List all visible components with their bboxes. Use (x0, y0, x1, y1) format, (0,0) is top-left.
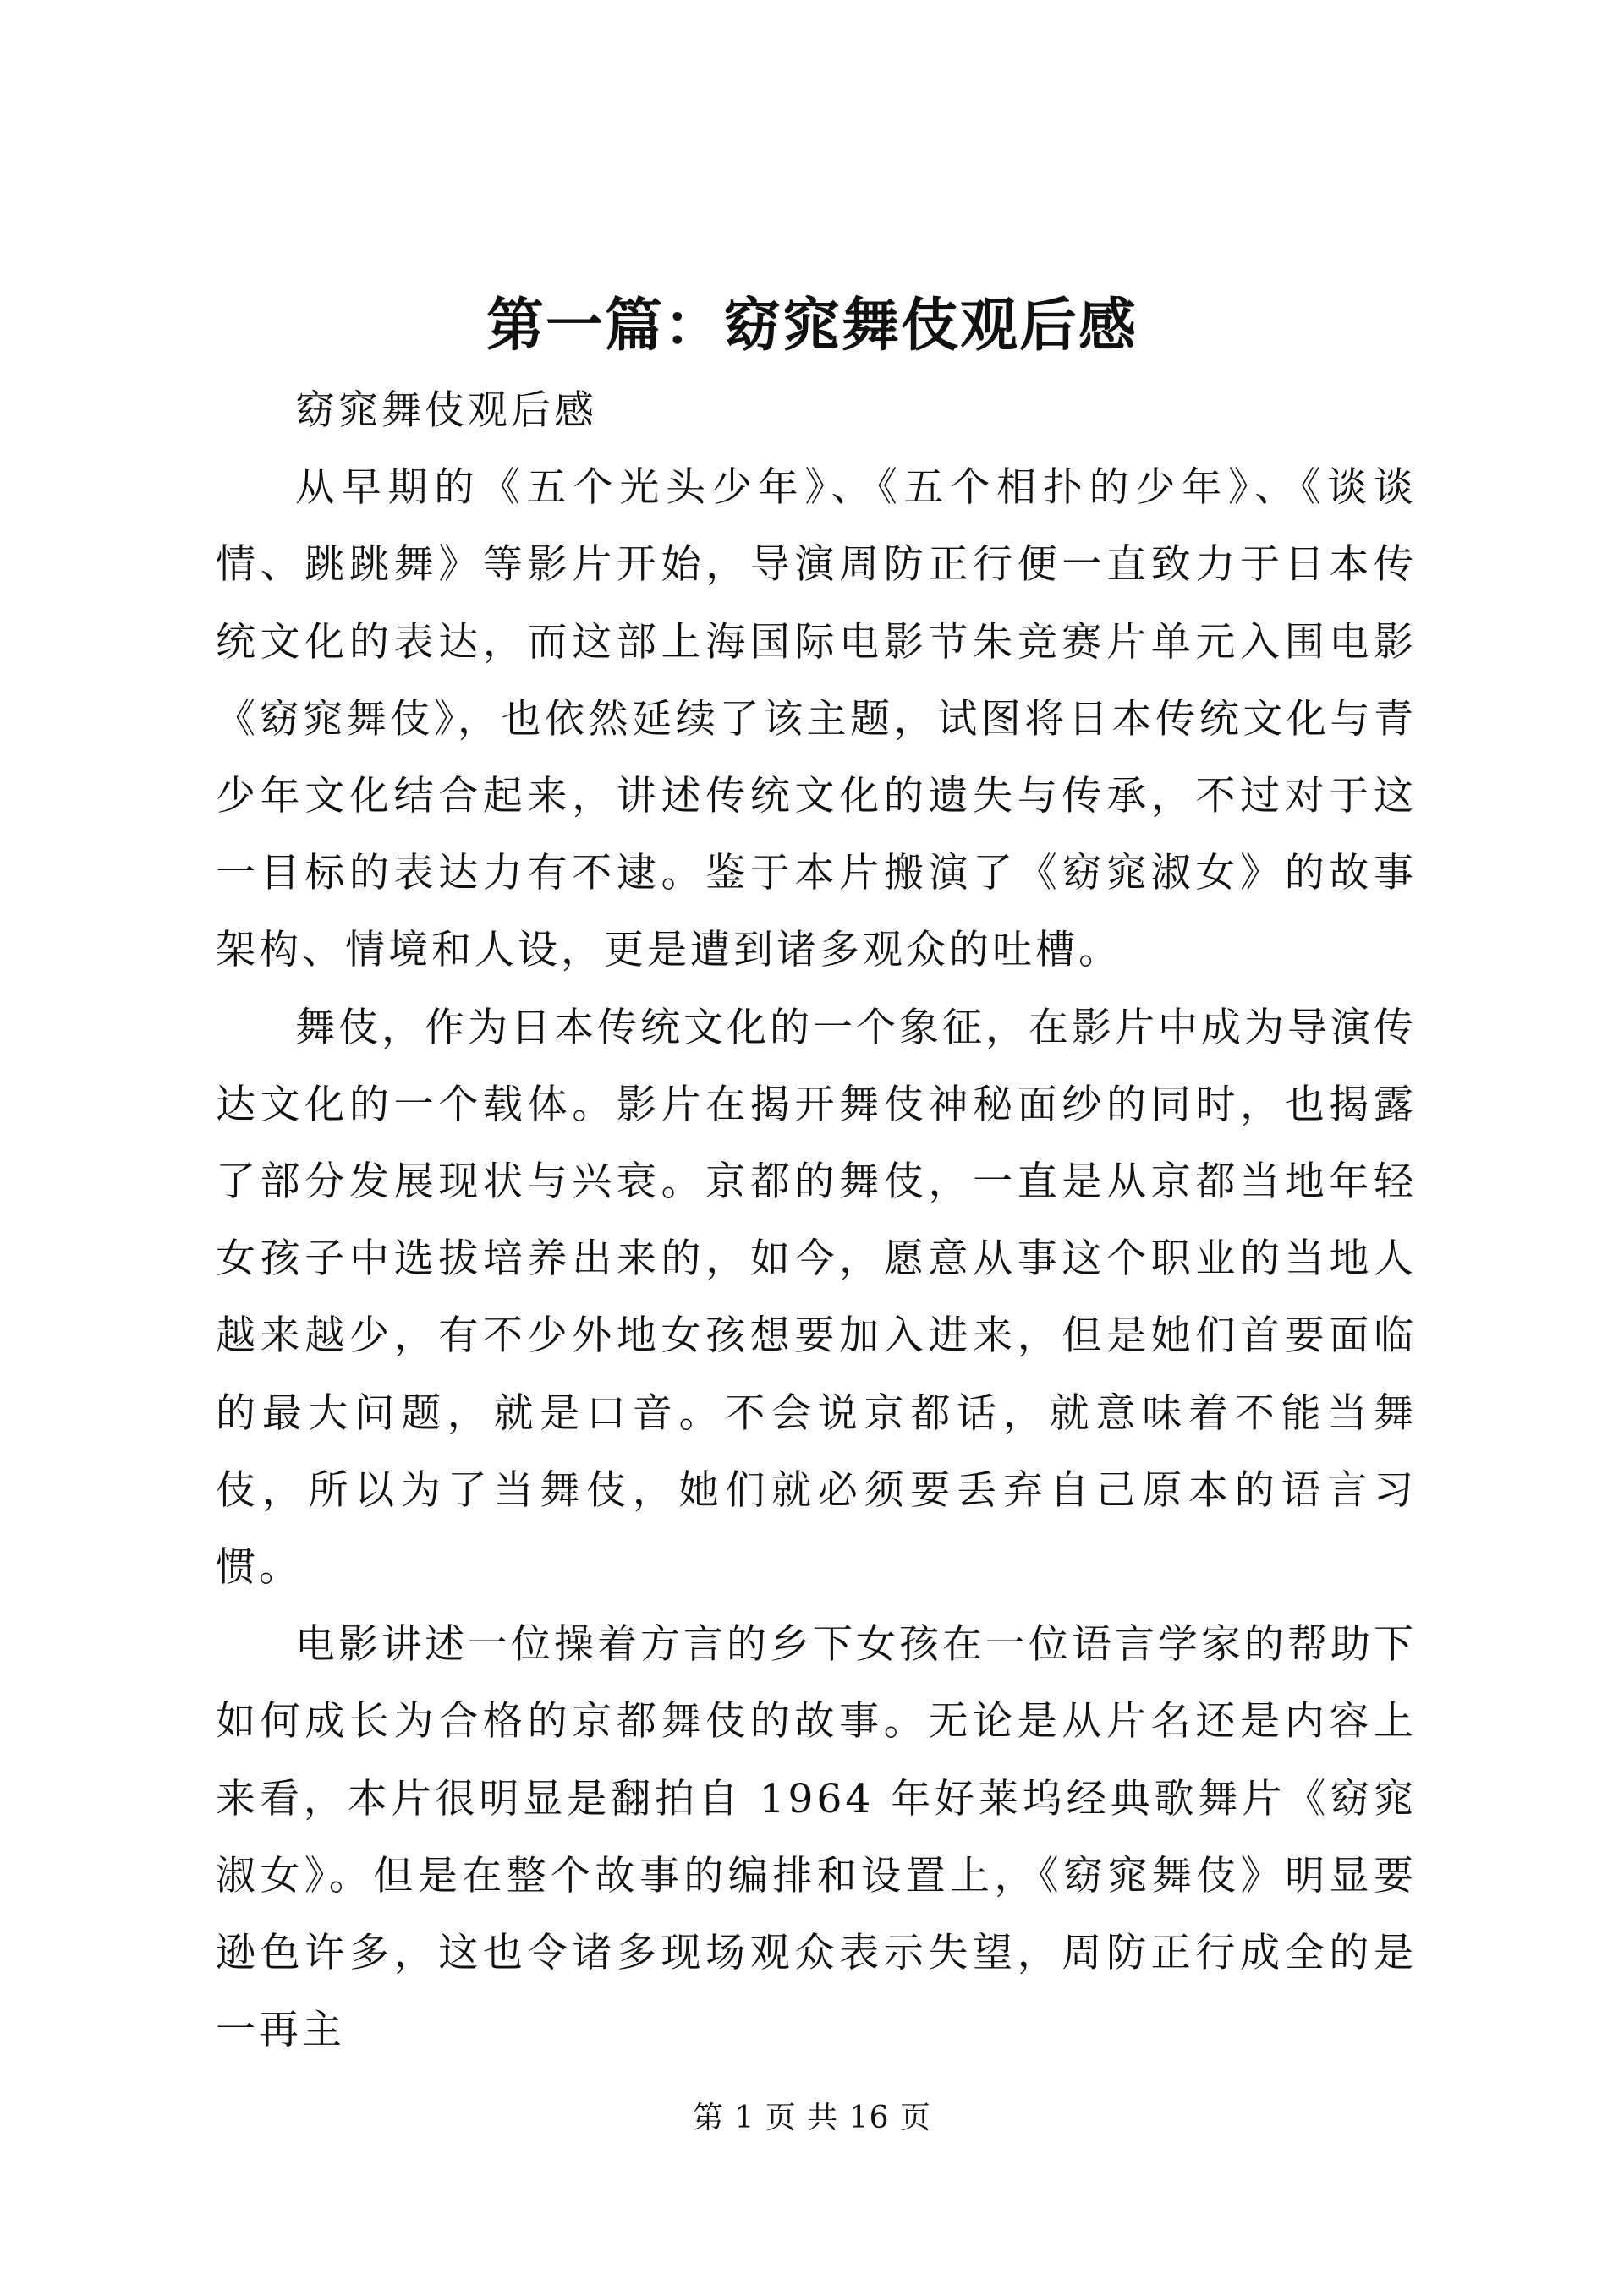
page-footer: 第 1 页 共 16 页 (693, 2101, 931, 2135)
paragraph-1: 从早期的《五个光头少年》、《五个相扑的少年》、《谈谈情、跳跳舞》等影片开始，导演周防正行便一直致力于日本传统文化的表达，而这部上海国际电影节朱竞赛片单元入围电影《窈窕舞伎》，也依然延续了该主题，试图将日本传统文化与青少年文化结合起来，讲述传统文化的遗失与传承，不过对于这一目标的表达力有不逮。鉴于本片搬演了《窈窕淑女》的故事架构、情境和人设，更是遭到诸多观众的吐槽。 (216, 464, 1417, 974)
paragraph-2: 舞伎，作为日本传统文化的一个象征，在影片中成为导演传达文化的一个载体。影片在揭开舞伎神秘面纱的同时，也揭露了部分发展现状与兴衰。京都的舞伎，一直是从京都当地年轻女孩子中选拔培养出来的，如今，愿意从事这个职业的当地人越来越少，有不少外地女孩想要加入进来，但是她们首要面临的最大问题，就是口音。不会说京都话，就意味着不能当舞伎，所以为了当舞伎，她们就必须要丢弃自己原本的语言习惯。 (216, 1004, 1417, 1592)
page-title: 第一篇：窈窕舞伎观后感 (486, 292, 1138, 359)
article-body (216, 372, 1417, 2069)
paragraph-3: 电影讲述一位操着方言的乡下女孩在一位语言学家的帮助下如何成长为合格的京都舞伎的故事。无论是从片名还是内容上来看，本片很明显是翻拍自 1964 年好莱坞经典歌舞片《窈窕淑女》。但是在整个故事的编排和设置上，《窈窕舞伎》明显要逊色许多，这也令诸多现场观众表示失望，周防正行成全的是一再主 (216, 1621, 1417, 2054)
subtitle-paragraph: 窈窕舞伎观后感 (295, 387, 597, 434)
